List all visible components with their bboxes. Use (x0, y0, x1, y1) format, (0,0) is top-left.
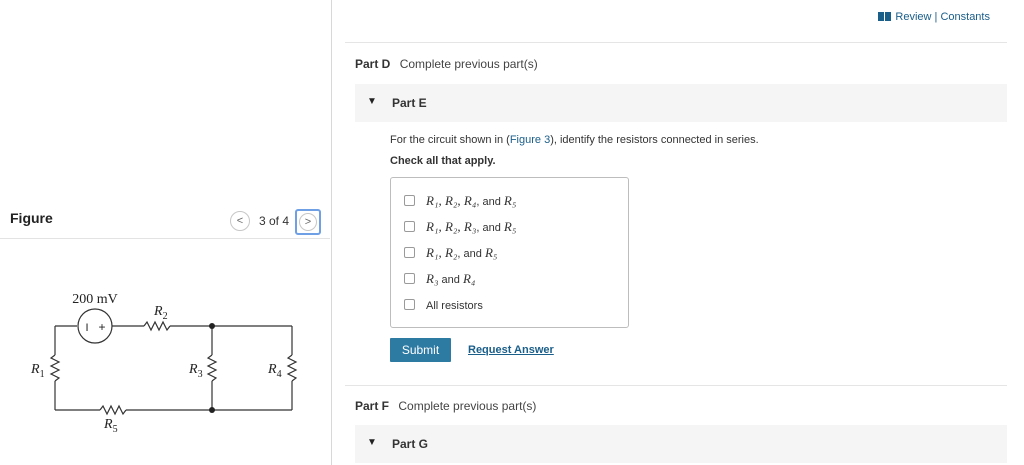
caret-down-icon: ▼ (367, 96, 377, 107)
option-label: R₁, R₂, R₃, and R₅ (426, 219, 517, 234)
review-constants-label: Review | Constants (895, 11, 990, 23)
figure-title: Figure (10, 210, 53, 226)
checkbox[interactable] (404, 273, 415, 284)
part-g-label: Part G (392, 437, 429, 451)
question-text-after: ), identify the resistors connected in series. (550, 134, 759, 146)
question-text (390, 134, 759, 146)
figure-header (0, 204, 330, 239)
node-dot (209, 323, 215, 329)
option-label: R₁, R₂, and R₅ (426, 245, 498, 260)
option-label: R₃ and R₄ (426, 271, 476, 286)
part-d-note: Complete previous part(s) (399, 57, 538, 71)
r4-label: $R_4$ (268, 362, 282, 380)
source-polarity-plus: + (98, 320, 106, 334)
instruction-text: Check all that apply. (390, 155, 496, 167)
options-list (390, 177, 629, 328)
part-f-note: Complete previous part(s) (398, 399, 537, 413)
resistor-r5 (100, 406, 126, 414)
resistor-r4 (288, 355, 296, 381)
part-d-row (355, 57, 538, 71)
part-g-header[interactable] (355, 425, 1007, 463)
r5-label: $R_5$ (104, 417, 118, 435)
caret-down-icon: ▼ (367, 437, 377, 448)
r3-label: $R_3$ (189, 362, 203, 380)
resistor-r3 (208, 355, 216, 381)
part-f-label: Part F (355, 399, 390, 413)
figure-3-link[interactable]: Figure 3 (509, 134, 551, 146)
resistor-r2 (144, 322, 170, 330)
previous-figure-button[interactable]: < (230, 211, 250, 231)
divider (345, 42, 1007, 43)
checkbox[interactable] (404, 247, 415, 258)
checkbox[interactable] (404, 221, 415, 232)
resistor-r1 (51, 355, 59, 381)
circuit-diagram (0, 280, 330, 440)
request-answer-link[interactable]: Request Answer (468, 344, 554, 356)
checkbox[interactable] (404, 299, 415, 310)
source-polarity-minus: I (85, 322, 89, 334)
r2-label: $R_2$ (154, 304, 168, 322)
question-text-before: For the circuit shown in ( (390, 134, 510, 146)
figure-counter: 3 of 4 (259, 214, 290, 228)
part-e-header[interactable] (355, 84, 1007, 122)
book-icon (878, 12, 891, 21)
voltage-source (78, 309, 112, 343)
submit-button[interactable]: Submit (390, 338, 451, 362)
node-dot (209, 407, 215, 413)
part-e-label: Part E (392, 96, 427, 110)
checkbox[interactable] (404, 195, 415, 206)
option-label: R₁, R₂, R₄, and R₅ (426, 193, 517, 208)
figure-panel (0, 0, 332, 465)
r1-label: $R_1$ (31, 362, 45, 380)
review-constants-link[interactable] (878, 11, 990, 23)
part-f-row (355, 399, 536, 413)
option-label: All resistors (426, 300, 483, 312)
part-d-label: Part D (355, 57, 391, 71)
source-voltage-label: 200 mV (72, 292, 118, 307)
divider (345, 385, 1007, 386)
chevron-right-icon: > (299, 213, 317, 231)
next-figure-button[interactable] (295, 209, 321, 235)
